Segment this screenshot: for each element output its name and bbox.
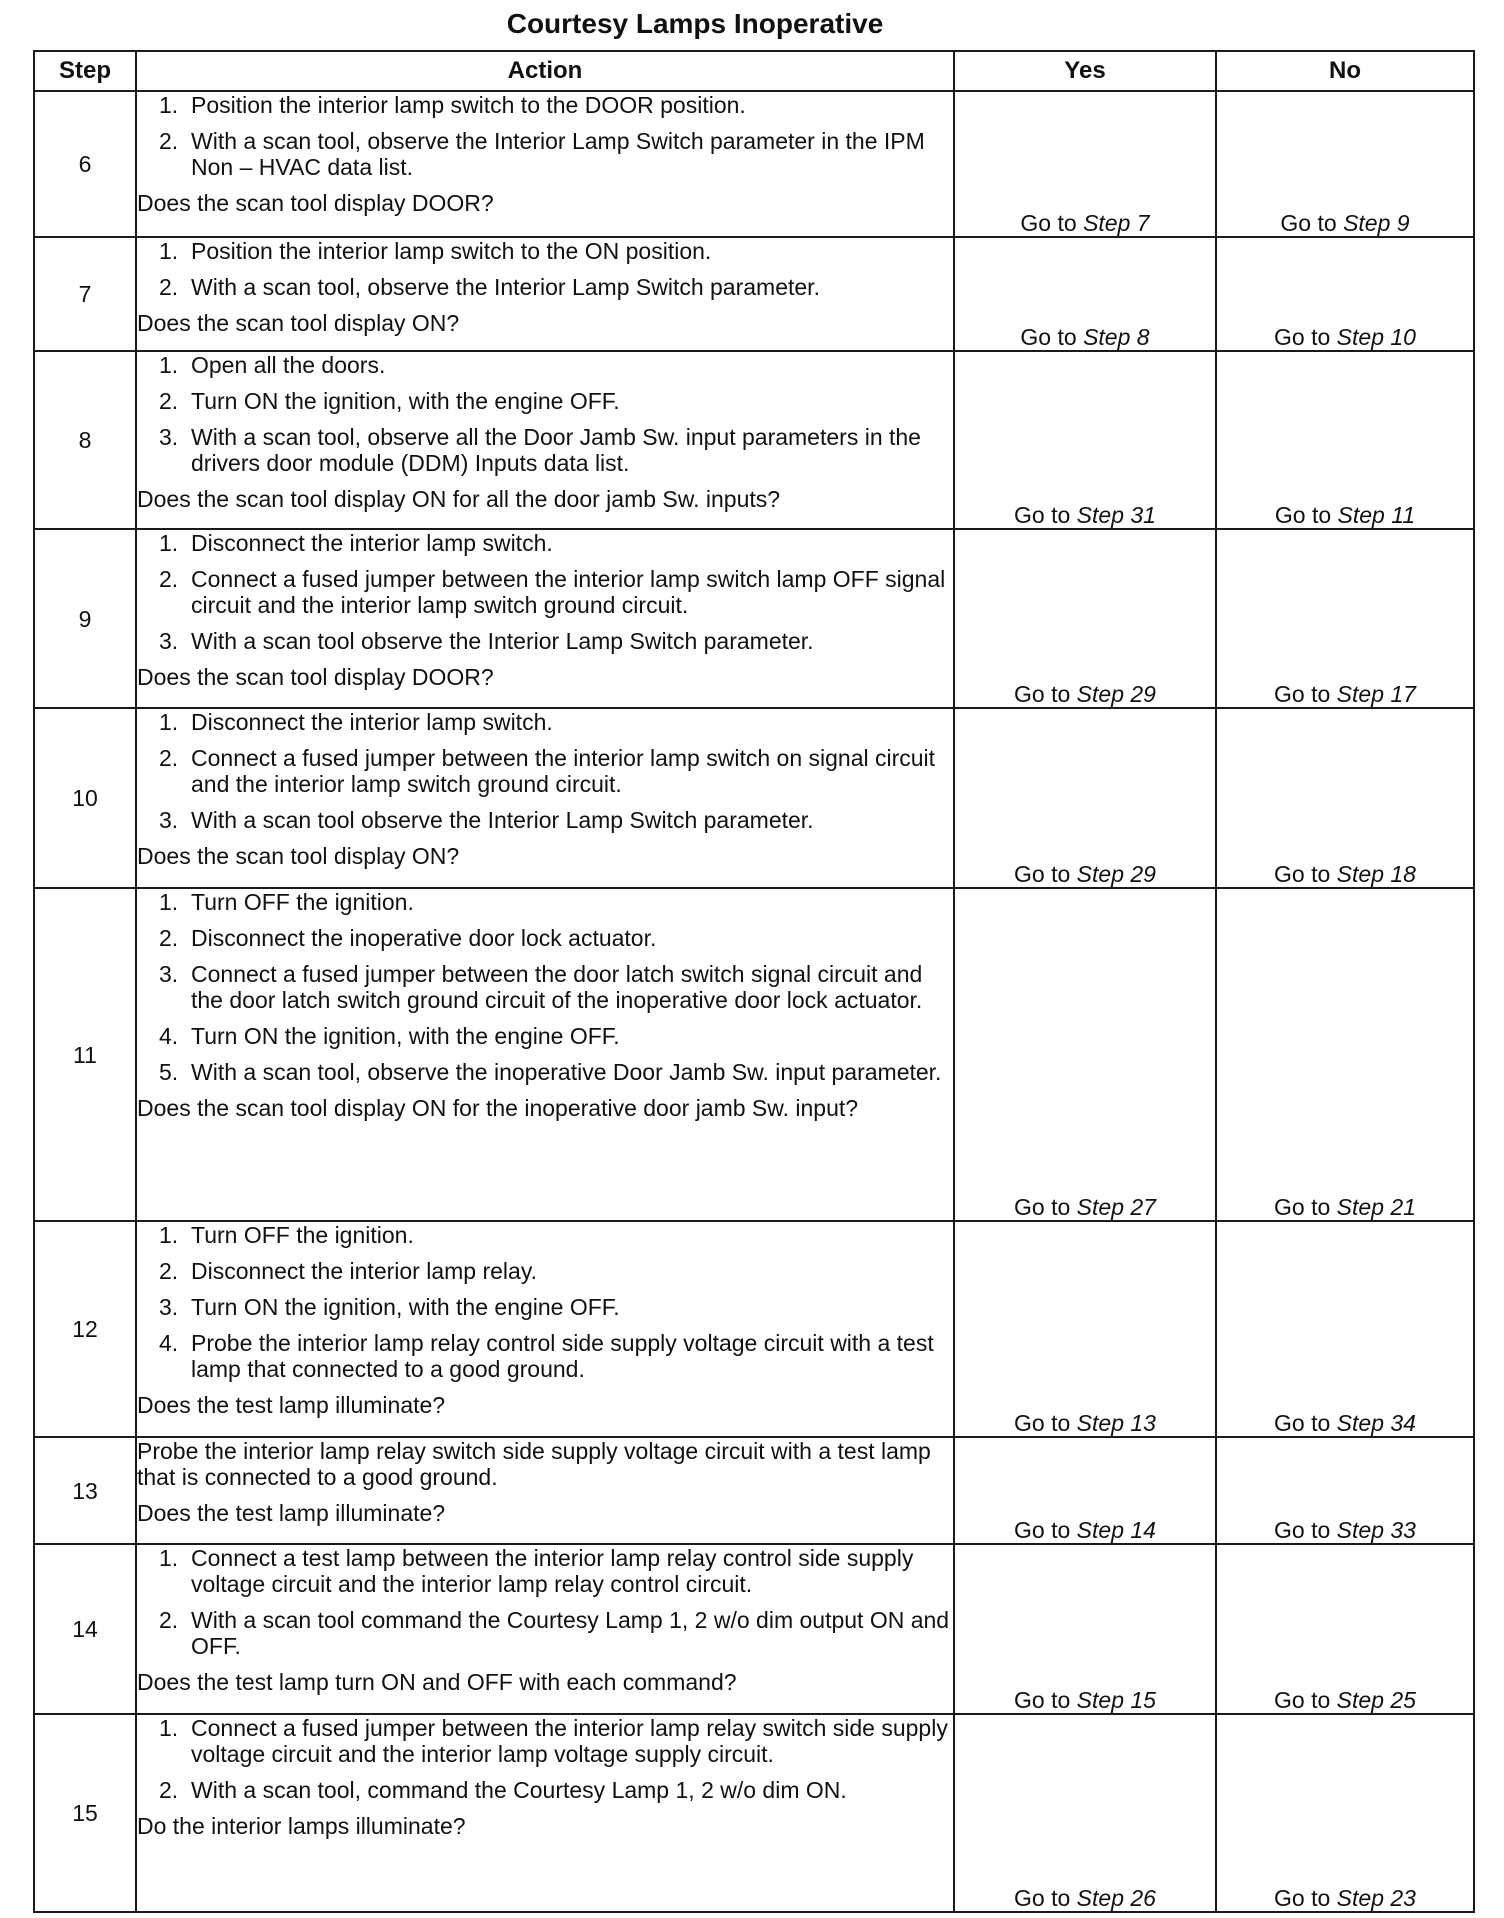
action-question: Does the test lamp illuminate? <box>137 1392 446 1418</box>
action-item-number: 1. <box>159 238 179 264</box>
action-item <box>137 709 953 735</box>
no-step-reference: Step 9 <box>1343 210 1410 236</box>
table-row <box>34 1221 1474 1437</box>
action-item-number: 1. <box>159 1715 179 1741</box>
action-item-text: Disconnect the interior lamp switch. <box>191 530 553 556</box>
action-item-number: 3. <box>159 424 179 450</box>
table-row <box>34 1714 1474 1912</box>
goto-prefix: Go to <box>1274 1687 1331 1713</box>
step-number: 8 <box>34 351 136 529</box>
no-outcome-cell <box>1216 1437 1474 1544</box>
action-item-number: 2. <box>159 388 179 414</box>
action-item-text: Turn ON the ignition, with the engine OFF. <box>191 1294 620 1320</box>
action-item-text: Position the interior lamp switch to the ON position. <box>191 238 712 264</box>
action-item <box>137 889 953 915</box>
table-row <box>34 529 1474 708</box>
table-body <box>34 91 1474 1912</box>
action-item-number: 2. <box>159 274 179 300</box>
action-question: Does the scan tool display DOOR? <box>137 664 494 690</box>
action-item <box>137 1715 953 1767</box>
column-header-yes: Yes <box>954 51 1216 91</box>
action-item <box>137 1222 953 1248</box>
action-cell <box>136 708 954 888</box>
action-text: Probe the interior lamp relay switch side supply voltage circuit with a test lamp that is connected to a good ground. <box>137 1438 931 1490</box>
yes-outcome-cell <box>954 529 1216 708</box>
action-item-number: 1. <box>159 92 179 118</box>
table-row <box>34 1544 1474 1714</box>
no-step-reference: Step 18 <box>1336 861 1416 887</box>
action-item-number: 2. <box>159 1607 179 1633</box>
yes-outcome-cell <box>954 1714 1216 1912</box>
yes-step-reference: Step 13 <box>1076 1410 1156 1436</box>
no-step-reference: Step 34 <box>1336 1410 1416 1436</box>
action-item-number: 4. <box>159 1330 179 1356</box>
action-item-text: Turn ON the ignition, with the engine OFF. <box>191 388 620 414</box>
no-step-reference: Step 10 <box>1336 324 1416 350</box>
yes-outcome-cell <box>954 237 1216 351</box>
action-cell <box>136 1437 954 1544</box>
step-number: 15 <box>34 1714 136 1912</box>
step-number: 13 <box>34 1437 136 1544</box>
action-question: Does the test lamp turn ON and OFF with each command? <box>137 1669 737 1695</box>
yes-step-reference: Step 8 <box>1083 324 1150 350</box>
goto-prefix: Go to <box>1274 502 1332 528</box>
action-item-text: Open all the doors. <box>191 352 386 378</box>
action-item-text: Connect a test lamp between the interior lamp relay control side supply voltage circuit and the interior lamp relay control circuit. <box>191 1545 914 1597</box>
action-question: Does the scan tool display ON for the inoperative door jamb Sw. input? <box>137 1095 859 1121</box>
action-item <box>137 92 953 118</box>
action-item-text: Turn OFF the ignition. <box>191 1222 414 1248</box>
yes-outcome-cell <box>954 1437 1216 1544</box>
action-item <box>137 925 953 951</box>
action-cell <box>136 888 954 1221</box>
action-cell <box>136 351 954 529</box>
goto-prefix: Go to <box>1274 1194 1331 1220</box>
action-item <box>137 128 953 180</box>
yes-outcome-cell <box>954 1544 1216 1714</box>
action-item <box>137 388 953 414</box>
action-list <box>137 238 953 300</box>
no-outcome-cell <box>1216 237 1474 351</box>
goto-prefix: Go to <box>1014 861 1071 887</box>
goto-prefix: Go to <box>1014 502 1071 528</box>
action-cell <box>136 1544 954 1714</box>
action-item-number: 1. <box>159 1222 179 1248</box>
action-item-text: Disconnect the inoperative door lock actuator. <box>191 925 657 951</box>
goto-prefix: Go to <box>1014 1194 1071 1220</box>
no-outcome-cell <box>1216 1714 1474 1912</box>
goto-prefix: Go to <box>1020 210 1077 236</box>
goto-prefix: Go to <box>1014 1885 1071 1911</box>
goto-prefix: Go to <box>1274 1517 1331 1543</box>
yes-outcome-cell <box>954 888 1216 1221</box>
action-item-number: 2. <box>159 128 179 154</box>
action-item-text: With a scan tool, observe all the Door Jamb Sw. input parameters in the drivers door module (DDM) Inputs data list. <box>191 424 921 476</box>
action-list <box>137 1715 953 1803</box>
action-list <box>137 1222 953 1382</box>
table-header-row <box>34 51 1474 91</box>
action-item <box>137 1545 953 1597</box>
action-item-text: With a scan tool, observe the inoperative Door Jamb Sw. input parameter. <box>191 1059 942 1085</box>
yes-outcome-cell <box>954 708 1216 888</box>
action-list <box>137 530 953 654</box>
action-item-number: 4. <box>159 1023 179 1049</box>
no-step-reference: Step 21 <box>1336 1194 1416 1220</box>
action-cell <box>136 91 954 237</box>
action-item-text: Connect a fused jumper between the interior lamp switch lamp OFF signal circuit and the interior lamp switch ground circuit. <box>191 566 946 618</box>
goto-prefix: Go to <box>1014 681 1071 707</box>
action-item-number: 1. <box>159 530 179 556</box>
action-item-number: 1. <box>159 1545 179 1571</box>
action-item-text: Disconnect the interior lamp relay. <box>191 1258 537 1284</box>
table-row <box>34 237 1474 351</box>
action-item-text: Disconnect the interior lamp switch. <box>191 709 553 735</box>
action-item <box>137 807 953 833</box>
action-cell <box>136 237 954 351</box>
action-item-text: With a scan tool observe the Interior Lamp Switch parameter. <box>191 807 814 833</box>
action-item <box>137 352 953 378</box>
diagnostic-table <box>33 50 1475 1913</box>
table-row <box>34 1437 1474 1544</box>
yes-step-reference: Step 29 <box>1076 861 1156 887</box>
action-item-text: Connect a fused jumper between the interior lamp relay switch side supply voltage circuit and the interior lamp voltage supply circuit. <box>191 1715 948 1767</box>
action-item-text: With a scan tool, command the Courtesy Lamp 1, 2 w/o dim ON. <box>191 1777 847 1803</box>
no-outcome-cell <box>1216 888 1474 1221</box>
goto-prefix: Go to <box>1280 210 1337 236</box>
action-item-number: 2. <box>159 745 179 771</box>
action-item-text: Turn ON the ignition, with the engine OFF. <box>191 1023 620 1049</box>
action-item-text: Position the interior lamp switch to the DOOR position. <box>191 92 746 118</box>
action-item <box>137 1777 953 1803</box>
goto-prefix: Go to <box>1274 324 1331 350</box>
action-item-text: Probe the interior lamp relay control side supply voltage circuit with a test lamp that connected to a good ground. <box>191 1330 934 1382</box>
table-row <box>34 888 1474 1221</box>
goto-prefix: Go to <box>1274 681 1331 707</box>
table-row <box>34 91 1474 237</box>
action-item <box>137 566 953 618</box>
no-outcome-cell <box>1216 1544 1474 1714</box>
no-outcome-cell <box>1216 529 1474 708</box>
action-item-number: 2. <box>159 566 179 592</box>
step-number: 7 <box>34 237 136 351</box>
action-item <box>137 274 953 300</box>
action-item-text: With a scan tool observe the Interior Lamp Switch parameter. <box>191 628 814 654</box>
action-question: Does the scan tool display ON? <box>137 843 460 869</box>
yes-outcome-cell <box>954 1221 1216 1437</box>
action-item-number: 3. <box>159 1294 179 1320</box>
action-item-number: 2. <box>159 1777 179 1803</box>
no-outcome-cell <box>1216 351 1474 529</box>
goto-prefix: Go to <box>1274 1885 1331 1911</box>
yes-outcome-cell <box>954 351 1216 529</box>
action-item-number: 3. <box>159 628 179 654</box>
yes-step-reference: Step 15 <box>1076 1687 1156 1713</box>
column-header-action: Action <box>136 51 954 91</box>
no-step-reference: Step 25 <box>1336 1687 1416 1713</box>
action-item-number: 1. <box>159 352 179 378</box>
step-number: 9 <box>34 529 136 708</box>
action-item-number: 2. <box>159 1258 179 1284</box>
action-cell <box>136 1221 954 1437</box>
page-title: Courtesy Lamps Inoperative <box>506 8 884 39</box>
action-item-text: With a scan tool, observe the Interior Lamp Switch parameter. <box>191 274 820 300</box>
action-list <box>137 889 953 1085</box>
action-question: Does the scan tool display ON for all the door jamb Sw. inputs? <box>137 486 781 512</box>
action-item <box>137 530 953 556</box>
no-step-reference: Step 11 <box>1337 502 1416 528</box>
action-item-number: 3. <box>159 961 179 987</box>
action-item <box>137 745 953 797</box>
action-item <box>137 1023 953 1049</box>
action-list <box>137 709 953 833</box>
no-step-reference: Step 17 <box>1336 681 1416 707</box>
action-item-number: 1. <box>159 709 179 735</box>
action-item <box>137 424 953 476</box>
table-row <box>34 351 1474 529</box>
table-row <box>34 708 1474 888</box>
no-outcome-cell <box>1216 1221 1474 1437</box>
action-item <box>137 1258 953 1284</box>
action-item <box>137 628 953 654</box>
action-item <box>137 238 953 264</box>
action-cell <box>136 529 954 708</box>
action-item-text: Connect a fused jumper between the interior lamp switch on signal circuit and the interior lamp switch ground circuit. <box>191 745 936 797</box>
action-item-number: 3. <box>159 807 179 833</box>
action-item-number: 5. <box>159 1059 179 1085</box>
yes-step-reference: Step 7 <box>1083 210 1150 236</box>
action-item <box>137 1294 953 1320</box>
action-item <box>137 1330 953 1382</box>
yes-step-reference: Step 31 <box>1076 502 1156 528</box>
no-outcome-cell <box>1216 708 1474 888</box>
no-step-reference: Step 33 <box>1336 1517 1416 1543</box>
step-number: 12 <box>34 1221 136 1437</box>
action-question: Does the scan tool display ON? <box>137 310 460 336</box>
no-outcome-cell <box>1216 91 1474 237</box>
action-question: Do the interior lamps illuminate? <box>137 1813 466 1839</box>
action-item <box>137 1059 953 1085</box>
step-number: 6 <box>34 91 136 237</box>
goto-prefix: Go to <box>1014 1517 1071 1543</box>
action-list <box>137 1545 953 1659</box>
yes-outcome-cell <box>954 91 1216 237</box>
action-question: Does the scan tool display DOOR? <box>137 190 494 216</box>
action-item <box>137 961 953 1013</box>
yes-step-reference: Step 29 <box>1076 681 1156 707</box>
no-step-reference: Step 23 <box>1336 1885 1416 1911</box>
action-item-number: 2. <box>159 925 179 951</box>
goto-prefix: Go to <box>1274 861 1331 887</box>
step-number: 10 <box>34 708 136 888</box>
action-list <box>137 352 953 476</box>
action-item-text: With a scan tool, observe the Interior Lamp Switch parameter in the IPM Non – HVAC data list. <box>191 128 925 180</box>
yes-step-reference: Step 14 <box>1076 1517 1156 1543</box>
yes-step-reference: Step 27 <box>1076 1194 1156 1220</box>
goto-prefix: Go to <box>1014 1410 1071 1436</box>
action-item <box>137 1607 953 1659</box>
yes-step-reference: Step 26 <box>1076 1885 1156 1911</box>
action-question: Does the test lamp illuminate? <box>137 1500 446 1526</box>
step-number: 14 <box>34 1544 136 1714</box>
step-number: 11 <box>34 888 136 1221</box>
goto-prefix: Go to <box>1014 1687 1071 1713</box>
action-item-text: With a scan tool command the Courtesy Lamp 1, 2 w/o dim output ON and OFF. <box>191 1607 950 1659</box>
action-item-number: 1. <box>159 889 179 915</box>
column-header-step: Step <box>34 51 136 91</box>
action-list <box>137 92 953 180</box>
action-cell <box>136 1714 954 1912</box>
action-item-text: Connect a fused jumper between the door latch switch signal circuit and the door latch switch ground circuit of the inoperative door lock actuator. <box>191 961 923 1013</box>
goto-prefix: Go to <box>1274 1410 1331 1436</box>
action-item-text: Turn OFF the ignition. <box>191 889 414 915</box>
goto-prefix: Go to <box>1020 324 1077 350</box>
column-header-no: No <box>1216 51 1474 91</box>
